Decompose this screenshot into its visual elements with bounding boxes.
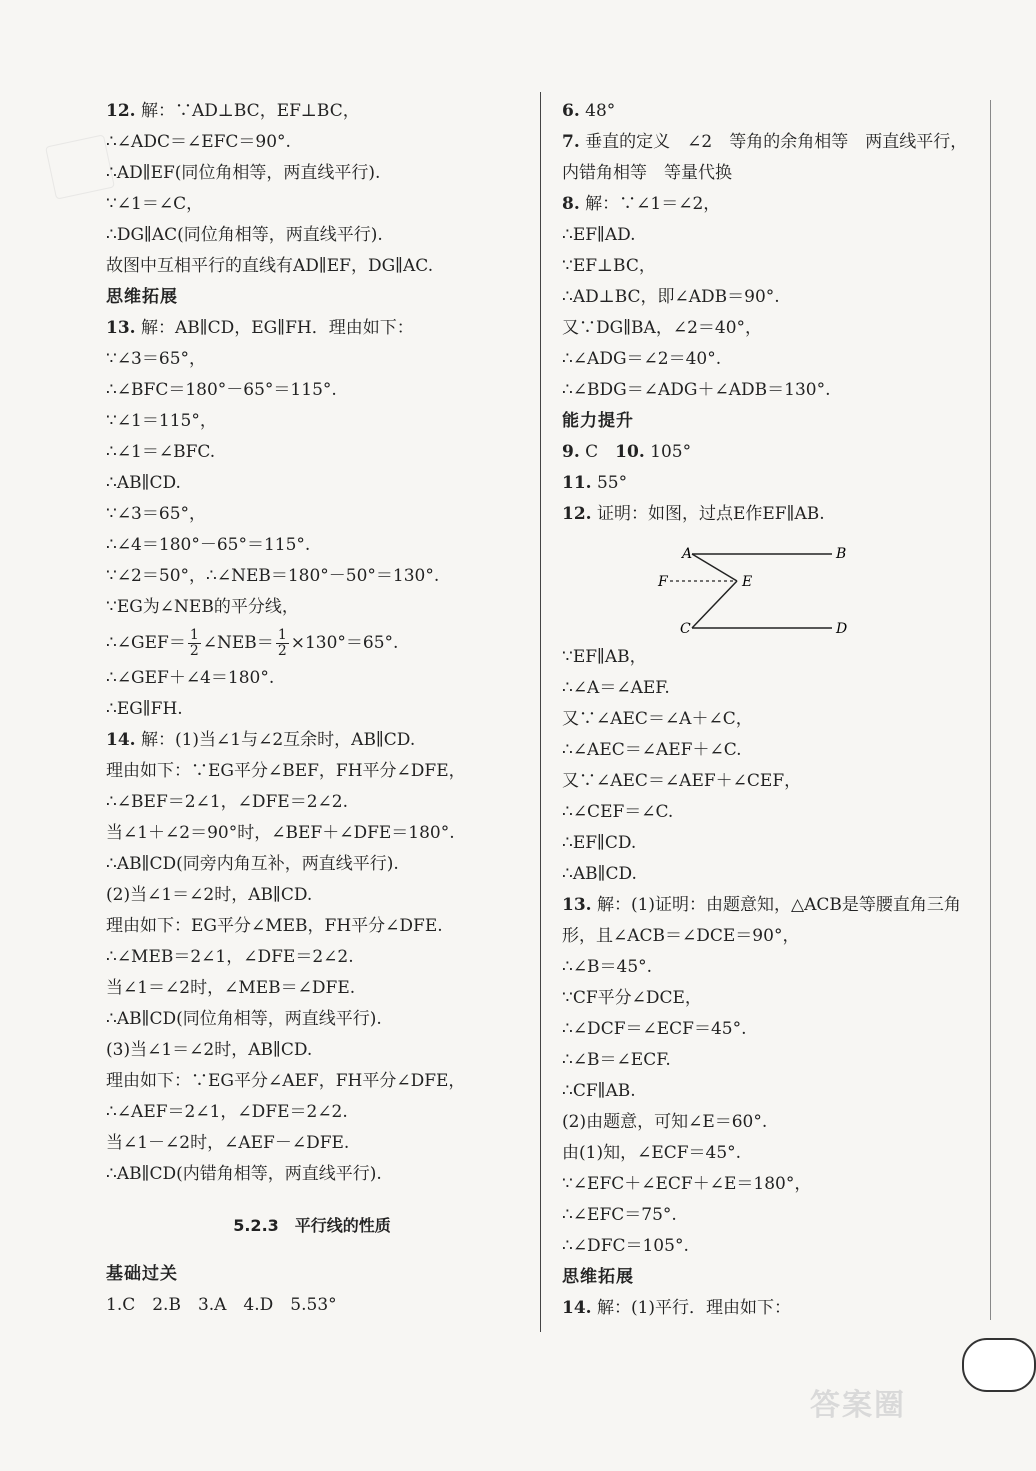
answer-text: ∵∠3＝65°， (106, 504, 207, 524)
answer-line (106, 344, 518, 375)
answer-line (562, 642, 980, 673)
answer-text: 又∵∠AEC＝∠AEF＋∠CEF， (562, 771, 802, 791)
subsection-title: 5.2.3 平行线的性质 (233, 1216, 391, 1235)
answer-text: 解：∵∠1＝∠2， (579, 194, 721, 214)
fraction (276, 628, 289, 659)
answer-text: 理由如下：∵EG平分∠BEF，FH平分∠DFE， (106, 761, 466, 781)
answer-text: ∴∠DCF＝∠ECF＝45°. (562, 1019, 747, 1039)
question-number: 8. (562, 194, 580, 214)
answer-line (106, 973, 518, 1004)
answer-text: 由(1)知，∠ECF＝45°. (562, 1143, 742, 1163)
answer-line (106, 756, 518, 787)
answer-text: ∵EG为∠NEB的平分线， (106, 597, 299, 617)
section-heading: 思维拓展 (106, 287, 178, 307)
answer-text: 1.C 2.B 3.A 4.D 5.53° (106, 1295, 337, 1315)
answer-text: ∵EF⊥BC， (562, 256, 656, 276)
answer-text: (3)当∠1＝∠2时，AB∥CD. (106, 1040, 313, 1060)
text-run: ×130°＝65°. (290, 633, 399, 653)
answer-line (562, 983, 980, 1014)
question-number: 7. (562, 132, 580, 152)
answer-text: ∵∠1＝115°， (106, 411, 217, 431)
answer-text: ∴AD⊥BC，即∠ADB＝90°. (562, 287, 780, 307)
answer-line (562, 1231, 980, 1262)
answer-line (562, 1014, 980, 1045)
answer-text: ∴AB∥CD(同位角相等，两直线平行). (106, 1009, 382, 1029)
answer-line (106, 158, 518, 189)
answer-line (106, 220, 518, 251)
answer-line (106, 1290, 518, 1321)
fraction-numerator: 1 (189, 627, 199, 643)
answer-line (106, 694, 518, 725)
answer-line (106, 880, 518, 911)
answer-text: 55° (591, 473, 628, 493)
answer-line (562, 859, 980, 890)
answer-line (106, 406, 518, 437)
answer-text: 解：(1)证明：由题意知，△ACB是等腰直角三角形，且∠ACB＝∠DCE＝90°， (562, 895, 961, 946)
answer-text: ∴AD∥EF(同位角相等，两直线平行). (106, 163, 381, 183)
answer-text: (2)当∠1＝∠2时，AB∥CD. (106, 885, 313, 905)
page-edge-line (990, 100, 991, 1320)
question-number: 10. (615, 442, 645, 462)
line-ae (692, 554, 737, 581)
fraction-numerator: 1 (277, 627, 287, 643)
answer-text: 又∵DG∥BA，∠2＝40°， (562, 318, 763, 338)
answer-text: ∴∠GEF＋∠4＝180°. (106, 668, 275, 688)
answer-line (562, 766, 980, 797)
answer-line (562, 704, 980, 735)
answer-text: 当∠1－∠2时，∠AEF－∠DFE. (106, 1133, 350, 1153)
page-number-tab (962, 1338, 1036, 1392)
answer-line (106, 499, 518, 530)
answer-text: ∴EG∥FH. (106, 699, 183, 719)
answer-line (106, 468, 518, 499)
answer-text: 解：AB∥CD，EG∥FH．理由如下： (135, 318, 414, 338)
label-d: D (836, 621, 848, 637)
label-b: B (836, 546, 847, 562)
faint-stamp (45, 134, 115, 199)
answer-line (562, 952, 980, 983)
answer-line (106, 251, 518, 282)
section-heading: 思维拓展 (562, 1267, 634, 1287)
answer-line (562, 1045, 980, 1076)
answer-text: ∴∠ADC＝∠EFC＝90°. (106, 132, 291, 152)
answer-text: ∴∠AEC＝∠AEF＋∠C. (562, 740, 742, 760)
answer-line (562, 797, 980, 828)
answer-text: 解：(1)当∠1与∠2互余时，AB∥CD. (135, 730, 416, 750)
answer-text: ∵∠1＝∠C， (106, 194, 204, 214)
answer-text: 证明：如图，过点E作EF∥AB. (591, 504, 825, 524)
answer-text: ∴DG∥AC(同位角相等，两直线平行). (106, 225, 383, 245)
question-number: 12. (562, 504, 592, 524)
answer-text: ∵EF∥AB， (562, 647, 647, 667)
answer-line (106, 530, 518, 561)
answer-text: ∴∠AEF＝2∠1，∠DFE＝2∠2. (106, 1102, 348, 1122)
answer-text: ∴∠EFC＝75°. (562, 1205, 677, 1225)
question-number: 13. (106, 318, 136, 338)
answer-text: 理由如下：∵EG平分∠AEF，FH平分∠DFE， (106, 1071, 466, 1091)
answer-text: ∴∠B＝45°. (562, 957, 653, 977)
question-answer (562, 437, 980, 468)
question-answer (106, 313, 518, 344)
answer-line (106, 437, 518, 468)
fraction (188, 628, 201, 659)
fraction-denominator: 2 (189, 643, 199, 659)
answer-text: ∴EF∥AD. (562, 225, 636, 245)
answer-line (562, 1107, 980, 1138)
section-heading: 能力提升 (562, 411, 634, 431)
question-number: 14. (562, 1298, 592, 1318)
watermark-text: 答案圈 (810, 1388, 906, 1423)
answer-text: ∵CF平分∠DCE， (562, 988, 702, 1008)
question-number: 11. (562, 473, 592, 493)
answer-text: ∵∠2＝50°，∴∠NEB＝180°－50°＝130°. (106, 566, 440, 586)
answer-text: 又∵∠AEC＝∠A＋∠C， (562, 709, 753, 729)
answer-text: ∴∠A＝∠AEF. (562, 678, 670, 698)
answer-line (562, 1169, 980, 1200)
text-run: ∴∠GEF＝ (106, 633, 186, 653)
answer-line (106, 623, 518, 663)
question-answer (562, 96, 980, 127)
question-answer (562, 189, 980, 220)
answer-line (106, 849, 518, 880)
answer-line (106, 1097, 518, 1128)
answer-text: 理由如下：EG平分∠MEB，FH平分∠DFE. (106, 916, 443, 936)
question-answer (562, 890, 980, 952)
parallel-lines-diagram (658, 536, 862, 637)
answer-text: ∴EF∥CD. (562, 833, 637, 853)
answer-line (562, 735, 980, 766)
question-answer (562, 127, 980, 189)
answer-line (562, 1200, 980, 1231)
answer-line (106, 561, 518, 592)
right-column (562, 96, 980, 1324)
fraction-denominator: 2 (277, 643, 287, 659)
answer-text: 解：∵AD⊥BC，EF⊥BC， (135, 101, 360, 121)
answer-text: ∴∠DFC＝105°. (562, 1236, 689, 1256)
question-number: 14. (106, 730, 136, 750)
answer-text: ∴AB∥CD(同旁内角互补，两直线平行). (106, 854, 399, 874)
answer-line (106, 1035, 518, 1066)
answer-text: ∴∠ADG＝∠2＝40°. (562, 349, 722, 369)
answer-line (106, 1128, 518, 1159)
label-e: E (742, 574, 753, 590)
answer-text: ∴∠BDG＝∠ADG＋∠ADB＝130°. (562, 380, 831, 400)
question-number: 6. (562, 101, 580, 121)
answer-line (106, 1066, 518, 1097)
section-heading: 基础过关 (106, 1264, 178, 1284)
question-answer (106, 725, 518, 756)
answer-line (562, 282, 980, 313)
answer-line (106, 818, 518, 849)
text-run: ∠NEB＝ (202, 633, 274, 653)
answer-line (106, 787, 518, 818)
answer-line (562, 344, 980, 375)
answer-text: ∴AB∥CD. (562, 864, 637, 884)
answer-line (106, 911, 518, 942)
answer-line (106, 592, 518, 623)
answer-text: ∵∠3＝65°， (106, 349, 207, 369)
line-ec (692, 581, 737, 628)
answer-text: 故图中互相平行的直线有AD∥EF，DG∥AC. (106, 256, 434, 276)
question-answer (562, 1293, 980, 1324)
answer-text: ∴AB∥CD(内错角相等，两直线平行). (106, 1164, 382, 1184)
answer-line (106, 375, 518, 406)
left-column (106, 96, 518, 1321)
answer-text: ∴∠1＝∠BFC. (106, 442, 216, 462)
answer-text: 48° (579, 101, 616, 121)
answer-line (562, 251, 980, 282)
answer-line (106, 942, 518, 973)
answer-text: 当∠1＋∠2＝90°时，∠BEF＋∠DFE＝180°. (106, 823, 455, 843)
answer-line (106, 127, 518, 158)
answer-text: ∴AB∥CD. (106, 473, 181, 493)
answer-line (562, 1138, 980, 1169)
answer-line (562, 220, 980, 251)
answer-line (106, 189, 518, 220)
answer-text: 105° (644, 442, 692, 462)
answer-text: ∴∠CEF＝∠C. (562, 802, 674, 822)
answer-line (562, 673, 980, 704)
answer-line (106, 1159, 518, 1190)
question-number: 9. (562, 442, 580, 462)
answer-text: ∴∠B＝∠ECF. (562, 1050, 671, 1070)
answer-text: ∵∠EFC＋∠ECF＋∠E＝180°， (562, 1174, 812, 1194)
answer-text: 当∠1＝∠2时，∠MEB＝∠DFE. (106, 978, 356, 998)
question-answer (562, 468, 980, 499)
label-a: A (682, 546, 693, 562)
answer-text: 解：(1)平行．理由如下： (591, 1298, 792, 1318)
answer-text: ∴CF∥AB. (562, 1081, 636, 1101)
answer-line (562, 313, 980, 344)
question-number: 13. (562, 895, 592, 915)
answer-text: ∴∠BEF＝2∠1，∠DFE＝2∠2. (106, 792, 348, 812)
question-answer (562, 499, 980, 530)
answer-text: (2)由题意，可知∠E＝60°. (562, 1112, 768, 1132)
question-answer (106, 96, 518, 127)
answer-text: 垂直的定义 ∠2 等角的余角相等 两直线平行，内错角相等 等量代换 (562, 132, 968, 183)
answer-text: ∴∠MEB＝2∠1，∠DFE＝2∠2. (106, 947, 354, 967)
answer-line (562, 375, 980, 406)
question-number: 12. (106, 101, 136, 121)
label-c: C (680, 621, 691, 637)
geometry-figure (562, 536, 980, 636)
answer-line (562, 1076, 980, 1107)
answer-text: ∴∠BFC＝180°－65°＝115°. (106, 380, 337, 400)
label-f: F (658, 574, 668, 590)
answer-text: ∴∠4＝180°－65°＝115°. (106, 535, 311, 555)
answer-line (106, 1004, 518, 1035)
answer-text: C (579, 442, 616, 462)
column-divider (540, 92, 541, 1332)
answer-line (562, 828, 980, 859)
answer-line (106, 663, 518, 694)
